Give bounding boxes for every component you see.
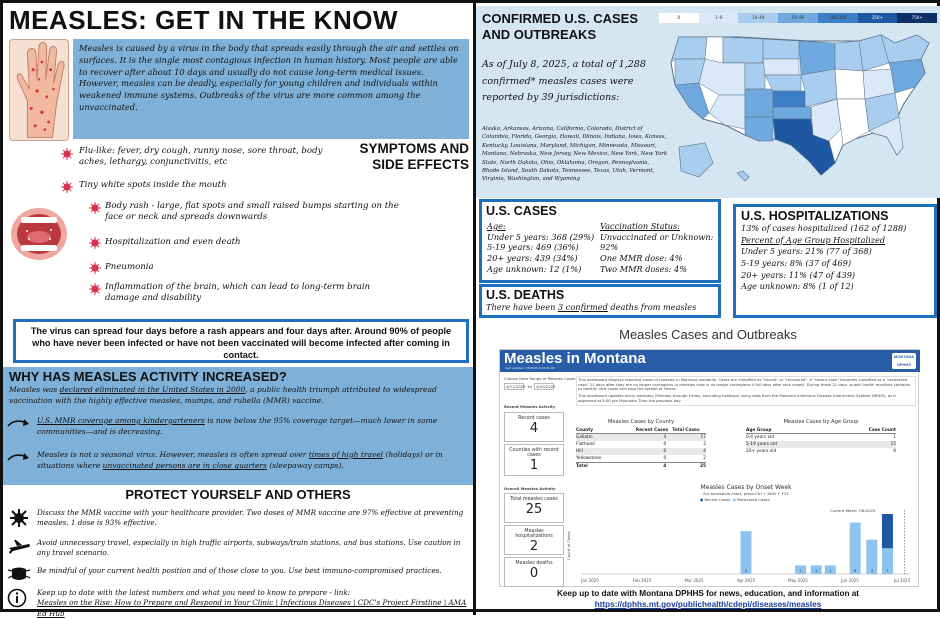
bar-value-label: 1	[829, 569, 832, 573]
vaccination-row: Unvaccinated or Unknown: 92%	[600, 231, 714, 253]
county-table-title: Measles Cases by County	[607, 419, 675, 425]
info-icon	[7, 588, 27, 608]
age-cell: 15	[890, 442, 896, 447]
deaths-text-end: deaths from measles	[607, 302, 697, 312]
face-mask-icon	[7, 566, 31, 582]
current-week-label: Current Week: 7/6/2025	[830, 508, 876, 513]
overall-activity-label: Overall Measles Activity	[504, 486, 556, 491]
bar-value-label: 7	[886, 569, 889, 573]
footer-text: Keep up to date with Montana DPHHS for news, education, and information at	[556, 589, 860, 598]
high-travel-link[interactable]: times of high travel	[308, 450, 384, 459]
bar-recent[interactable]	[882, 514, 893, 548]
symptom-white-spots: Tiny white spots inside the mouth	[79, 180, 227, 190]
hosp-row: 5-19 years: 8% (37 of 469)	[741, 257, 852, 268]
bar-value-label: 6	[854, 569, 857, 573]
virus-icon	[61, 148, 73, 160]
protect-info-block	[37, 588, 467, 619]
curved-arrow-icon	[7, 451, 31, 463]
onset-chart-title: Measles Cases by Onset Week	[700, 484, 792, 491]
deaths-value: 0	[529, 566, 539, 581]
us-deaths-heading: U.S. DEATHS	[486, 288, 565, 302]
bar-value-label: 4	[870, 569, 873, 573]
close-quarters-link[interactable]: unvaccinated persons are in close quarters	[102, 461, 267, 471]
deaths-label: Measles deaths	[515, 561, 553, 566]
hospitalized-total: 13% of cases hospitalized (162 of 1288)	[741, 223, 907, 233]
deaths-text	[486, 302, 714, 313]
age-group-hospitalized-label: Percent of Age Group Hospitalized	[741, 234, 886, 245]
legend-bin: 250+	[858, 13, 898, 23]
info-line: Keep up to date with the latest numbers and what you need to know to prepare - link:	[37, 588, 351, 597]
vaccination-row: Two MMR doses: 4%	[600, 263, 688, 274]
county-table-header	[576, 427, 706, 434]
date-to-label: to	[528, 384, 532, 389]
county-cell: 2	[703, 442, 706, 447]
symptom-brain-inflammation: Inflammation of the brain, which can lead to long-term brain damage and disability	[105, 282, 371, 304]
resource-links[interactable]: Measles on the Rise: How to Prepare and Respond in Your Clinic | Infectious Diseases | CDC's Project Firstline | AMA Ed Hub	[37, 598, 467, 618]
bar-value-label: 1	[799, 569, 802, 573]
cases-heading-line-2: AND OUTBREAKS	[482, 27, 597, 43]
age-cell: 9	[893, 449, 896, 454]
county-cell: 4	[703, 449, 706, 454]
vaccination-label: Vaccination Status:	[600, 221, 681, 231]
age-col-group[interactable]: Age Group	[746, 428, 772, 433]
bar-recovered[interactable]	[741, 531, 752, 574]
age-cell: 0-4 years old	[746, 435, 775, 440]
open-mouth-illustration	[9, 203, 69, 265]
why-p3-text-end: (sleepaway camps).	[266, 461, 344, 471]
hospitalization-details	[741, 223, 929, 293]
legend-recovered: Recovered Cases	[737, 497, 770, 502]
us-cases-heading: U.S. CASES	[486, 204, 557, 218]
legend-bin: 1–9	[699, 13, 739, 23]
recent-cases-label: Recent cases	[518, 416, 550, 421]
table-row	[576, 434, 706, 441]
protect-text-travel: Avoid unnecessary travel, especially in high traffic airports, subways/train stations, and bus stations. Use caution in any travel scenario.	[37, 538, 461, 558]
why-increase-section	[3, 367, 473, 485]
age-breakdown	[487, 221, 605, 274]
hosp-row: Under 5 years: 21% (77 of 368)	[741, 246, 872, 257]
age-row: Age unknown: 12 (1%)	[487, 263, 582, 274]
date-to-input[interactable]: 4/20/2025	[536, 384, 556, 389]
recent-counties-card	[504, 444, 564, 476]
vaccination-row: One MMR dose: 4%	[600, 252, 683, 263]
age-col-count[interactable]: Case Count	[868, 428, 896, 433]
virus-icon	[89, 262, 101, 274]
why-p2-text: is now below the 95% coverage target—much lower in some communities—and is decreasing.	[37, 416, 438, 437]
why-p3-text: Measles is not a seasonal virus. However, measles is often spread over	[37, 450, 309, 459]
symptom-flu-like: Flu-like: fever, dry cough, runny nose, sore throat, body aches, lethargy, conjunctivitis, etc	[79, 146, 323, 168]
dashboard-banner	[500, 350, 920, 372]
elimination-link[interactable]: declared eliminated in the United States in 2000	[59, 385, 246, 394]
recent-cases-value: 4	[529, 421, 539, 436]
deaths-card	[504, 557, 564, 587]
hosp-row: Age unknown: 8% (1 of 12)	[741, 281, 854, 292]
x-tick-label: Jan 2025	[581, 578, 599, 583]
confirmed-cases-heading	[482, 11, 638, 44]
bar-recovered[interactable]	[850, 523, 861, 574]
table-row	[746, 441, 896, 448]
dashboard-description-2: This dashboard updates every weekday (Monday through Friday, excluding holidays) using data from the Montana Infectious Disease Information System (MIDIS), as it appeared at 5:00 pm Mountain Time the previous day.	[578, 393, 896, 403]
hosp-row: 20+ years: 11% (47 of 439)	[741, 269, 856, 280]
virus-icon	[89, 237, 101, 249]
dashboard-banner-title: Measles in Montana	[504, 350, 646, 367]
hospitalizations-card	[504, 525, 564, 555]
county-table	[576, 427, 706, 469]
total-cases-card	[504, 493, 564, 523]
total-cases-label: Total measles cases	[510, 497, 558, 502]
county-col-county[interactable]: County	[576, 428, 594, 433]
age-row: Under 5 years: 368 (29%)	[487, 231, 595, 242]
hospitalizations-label: Measles hospitalizations	[515, 529, 553, 539]
chart-legend: ● Recent Cases ● Recovered Cases	[700, 497, 770, 502]
why-paragraph-2	[37, 415, 467, 438]
county-col-total[interactable]: Total Cases	[672, 428, 700, 433]
spread-note-box: The virus can spread four days before a rash appears and four days after. Around 90% of people who have never been infected or have not been vaccinated will become infected after coming in contact.	[13, 319, 469, 363]
why-paragraph-3	[37, 449, 467, 472]
protect-text-health: Be mindful of your current health position and of those close to you. Use best immuno-compromised practices.	[37, 566, 442, 575]
table-row	[746, 434, 896, 441]
symptom-hospitalization: Hospitalization and even death	[105, 237, 241, 247]
table-total-row	[576, 462, 706, 469]
cases-intro-text: As of July 8, 2025, a total of 1,288 confirmed* measles cases were reported by 39 jurisdictions:	[482, 59, 646, 104]
dashboard-description	[576, 376, 916, 406]
age-row: 5-19 years: 469 (36%)	[487, 242, 579, 253]
county-cell: 4	[663, 435, 667, 440]
legend-recent: Recent Cases	[704, 497, 731, 502]
symptoms-heading-line-2: SIDE EFFECTS	[372, 156, 469, 172]
total-cases-value: 25	[525, 502, 543, 517]
vaccination-breakdown	[600, 221, 722, 274]
airplane-icon	[7, 538, 31, 556]
dashboard-section-title: Measles Cases and Outbreaks	[619, 327, 797, 342]
age-table-title: Measles Cases by Age Group	[783, 419, 859, 425]
footer-link[interactable]: https://dphhs.mt.gov/publichealth/cdepi/diseases/measles	[594, 599, 822, 609]
county-cell: 0	[663, 456, 667, 461]
virus-icon	[61, 181, 73, 193]
us-cases-box	[479, 199, 721, 283]
x-tick-label: Feb 2025	[632, 578, 652, 583]
last-updated: Last updated: 7/8/2025 9:44:01 AM	[505, 366, 555, 370]
symptom-body-rash: Body rash - large, flat spots and small raised bumps starting on the face or neck and spreads downwards	[105, 201, 399, 223]
us-hospitalizations-box	[733, 204, 937, 318]
recent-activity-label: Recent Measles Activity	[504, 404, 556, 409]
x-tick-label: Apr 2025	[736, 578, 756, 583]
protect-heading: PROTECT YOURSELF AND OTHERS	[125, 487, 351, 502]
deaths-text-start: There have been	[486, 302, 558, 312]
age-table-header	[746, 427, 896, 434]
symptoms-heading	[339, 141, 469, 173]
bar-value-label: 5	[744, 569, 748, 573]
main-title: MEASLES: GET IN THE KNOW	[9, 5, 398, 35]
virus-splat-icon	[7, 508, 31, 528]
county-cell: Gallatin	[576, 435, 593, 440]
montana-dashboard	[499, 349, 919, 587]
virus-icon	[89, 202, 101, 214]
table-row	[576, 441, 706, 448]
logo-line-2: DPHHS	[896, 362, 911, 367]
age-cell: 20+ years old	[746, 449, 777, 454]
why-p3-text-mid: (holidays) or in situations where	[37, 450, 443, 471]
county-cell: 0	[663, 449, 667, 454]
county-col-recent[interactable]: Recent Cases	[635, 428, 669, 433]
county-cell: 2	[703, 456, 706, 461]
cases-heading-line-1: CONFIRMED U.S. CASES	[482, 11, 639, 26]
onset-chart-subtitle: For accessible chart, press Ctrl + Shift + F11	[703, 491, 789, 496]
bar-value-label: 1	[815, 569, 818, 573]
county-cell: Flathead	[576, 442, 595, 447]
symptom-pneumonia: Pneumonia	[105, 262, 154, 272]
virus-icon	[89, 283, 101, 295]
date-from-input[interactable]: 4/11/2025	[506, 384, 526, 389]
x-tick-label: May 2025	[788, 578, 808, 583]
table-row	[576, 455, 706, 462]
legend-bin: 50–99	[778, 13, 818, 23]
recent-cases-card	[504, 412, 564, 442]
legend-bin: 0	[659, 13, 699, 23]
jurisdiction-list: Alaska, Arkansas, Arizona, California, Colorado, District of Columbia, Florida, Georgia, Hawaii, Illinois, Indiana, Iowa, Kansas, Kentucky, Louisiana, Maryland, Michigan, Minnesota, Missouri, Montana, Nebraska, New Jersey, New Mexico, New York, New York State, North Dakota, Ohio, Oklahoma, Oregon, Pennsylvania, Rhode Island, South Dakota, Tennessee, Texas, Utah, Vermont, Virginia, Washington, and Wyoming	[482, 126, 668, 183]
age-cell: 5-19 years old	[746, 442, 777, 447]
county-cell: 25	[700, 464, 706, 469]
legend-bin: 100–250	[818, 13, 858, 23]
protect-text-vaccine: Discuss the MMR vaccine with your healthcare provider. Two doses of MMR vaccine are 97% effective at preventing measles, 1 dose is 93% effective.	[37, 508, 464, 528]
age-table	[746, 427, 896, 455]
us-deaths-box	[479, 284, 721, 318]
hospitalizations-value: 2	[529, 539, 539, 554]
county-cell: Total	[576, 464, 588, 469]
hospitalizations-heading: U.S. HOSPITALIZATIONS	[741, 209, 889, 223]
date-range-label: Choose Date Range of Measles Cases	[504, 376, 576, 381]
mmr-coverage-link[interactable]: U.S. MMR coverage among kindergarteners	[37, 416, 205, 425]
age-label: Age:	[487, 221, 506, 231]
rash-hand-illustration	[9, 39, 69, 141]
county-cell: 4	[663, 464, 667, 469]
why-p1-text: Measles was	[9, 385, 60, 394]
x-tick-label: Mar 2025	[684, 578, 704, 583]
county-cell: Yellowstone	[576, 456, 602, 461]
onset-week-chart	[576, 500, 916, 586]
age-cell: 1	[893, 435, 896, 440]
curved-arrow-icon	[7, 417, 31, 429]
county-cell: 17	[700, 435, 706, 440]
age-row: 20+ years: 439 (34%)	[487, 252, 578, 263]
logo-line-1: MONTANA	[893, 354, 915, 359]
us-cases-map	[659, 13, 937, 193]
legend-bin: 10–49	[738, 13, 778, 23]
legend-bin: 750+	[897, 13, 937, 23]
why-p1-text-end: , a public health triumph attributed to widespread vaccination with the highly effective measles, mumps, and rubella (MMR) vaccine.	[9, 385, 437, 406]
x-tick-label: Jul 2025	[893, 578, 911, 583]
confirmed-deaths-link[interactable]: 3 confirmed	[557, 302, 608, 312]
footer	[476, 589, 940, 610]
recent-counties-label: Counties with recent cases	[509, 448, 559, 458]
dashboard-description-1: This dashboard displays reported cases of measles in Montana residents. Cases are classified as "recent" or "recovered". A "recent case" becomes classified as a "recovered case" 21 days after they are no longer contagious (a measles case is no longer contagious 4 full days after rash onset). During these 21 days, public health monitors contacts to identify new cases and stop the spread of illness.	[578, 377, 910, 392]
dphhs-logo	[892, 353, 916, 369]
why-heading: WHY HAS MEASLES ACTIVITY INCREASED?	[9, 369, 287, 384]
recent-counties-value: 1	[529, 458, 539, 473]
county-cell: 0	[663, 442, 667, 447]
chart-y-label: Count of Cases	[566, 531, 571, 560]
county-cell: Hill	[576, 449, 583, 454]
table-row	[576, 448, 706, 455]
x-tick-label: Jun 2025	[841, 578, 859, 583]
table-row	[746, 448, 896, 455]
intro-paragraph: Measles is caused by a virus in the body that spreads easily through the air and settles on surfaces. It is the single most contagious infection in human history. Most people are able to recover after about 10 days and usually do not cause long-term medical issues. However, measles can be deadly, especially for young children and individuals within weakened immune systems. Outbreaks of the virus are more common among the unvaccinated.	[73, 39, 469, 139]
symptoms-heading-line-1: SYMPTOMS AND	[359, 141, 469, 156]
why-paragraph-1	[9, 384, 467, 407]
